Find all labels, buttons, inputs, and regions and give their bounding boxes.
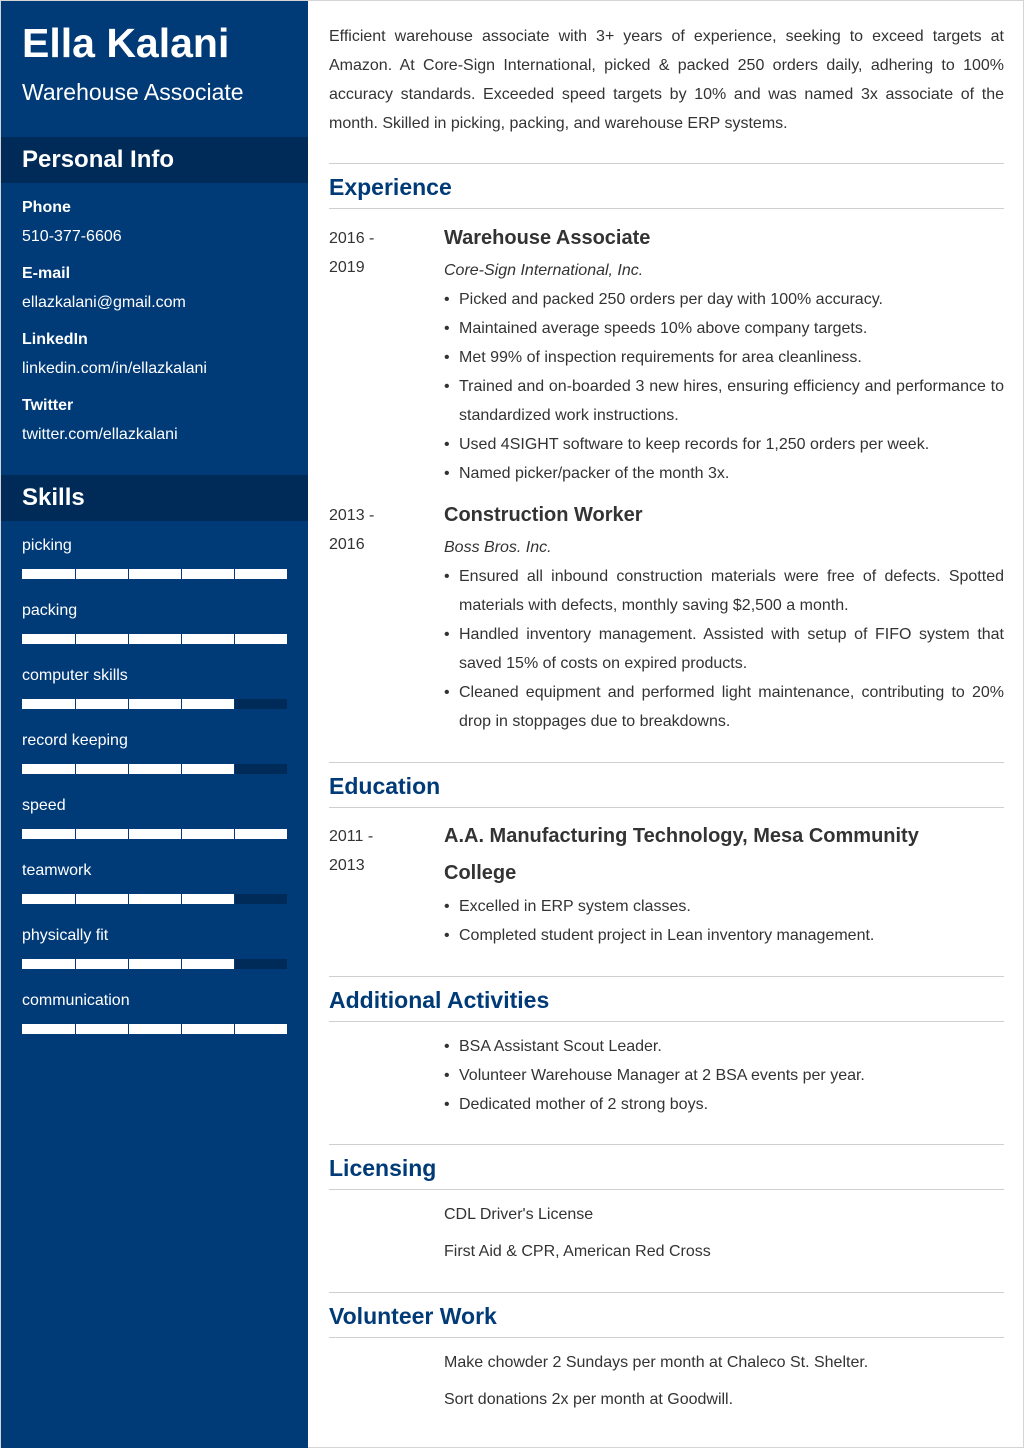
- personal-info-heading: [1, 137, 308, 183]
- skill-level-separator: [234, 894, 235, 904]
- list-item: • Excelled in ERP system classes.: [444, 892, 1004, 921]
- skill-level-separator: [128, 699, 129, 709]
- job-date-end: 2016: [329, 536, 365, 553]
- skill-level-bar: [22, 634, 287, 644]
- divider: [329, 1292, 1004, 1293]
- list-item: • Used 4SIGHT software to keep records for 1,250 orders per week.: [444, 430, 1004, 459]
- list-item: • BSA Assistant Scout Leader.: [444, 1032, 1004, 1061]
- skill-level-separator: [181, 894, 182, 904]
- licensing-heading: Licensing: [329, 1155, 437, 1181]
- list-item: • Cleaned equipment and performed light maintenance, contributing to 20% drop in stoppages due to breakdowns.: [444, 678, 1004, 736]
- list-item: • Picked and packed 250 orders per day with 100% accuracy.: [444, 285, 1004, 314]
- skill-level-separator: [75, 699, 76, 709]
- skill-name: computer skills: [22, 667, 128, 684]
- skill-level-separator: [128, 764, 129, 774]
- twitter-value[interactable]: twitter.com/ellazkalani: [22, 426, 178, 443]
- skill-level-separator: [128, 894, 129, 904]
- skill-level-separator: [128, 634, 129, 644]
- job-bullets: [444, 285, 1004, 488]
- skill-name: speed: [22, 797, 66, 814]
- education-date-start: 2011 -: [329, 828, 374, 845]
- skill-level-bar: [22, 569, 287, 579]
- list-item: • Maintained average speeds 10% above company targets.: [444, 314, 1004, 343]
- list-item: • Ensured all inbound construction materials were free of defects. Spotted materials with defects, monthly saving $2,500 a month.: [444, 562, 1004, 620]
- skill-level-bar: [22, 894, 287, 904]
- education-date-end: 2013: [329, 857, 365, 874]
- skill-level-separator: [128, 1024, 129, 1034]
- summary-text: Efficient warehouse associate with 3+ years of experience, seeking to exceed targets at Amazon. At Core-Sign International, picked & packed 250 orders daily, adhering to 100% accuracy standards. Exceeded speed targets by 10% and was named 3x associate of the month. Skilled in picking, packing, and warehouse ERP systems.: [329, 28, 1004, 132]
- divider: [329, 1144, 1004, 1145]
- volunteer-item: Sort donations 2x per month at Goodwill.: [444, 1391, 734, 1408]
- skill-level-separator: [181, 764, 182, 774]
- list-item: • Named picker/packer of the month 3x.: [444, 459, 1004, 488]
- divider: [329, 976, 1004, 977]
- skill-level-separator: [75, 959, 76, 969]
- skill-name: physically fit: [22, 927, 109, 944]
- phone-value: 510-377-6606: [22, 228, 122, 245]
- sidebar: [1, 1, 308, 1448]
- list-item: • Met 99% of inspection requirements for area cleanliness.: [444, 343, 1004, 372]
- phone-label: Phone: [22, 199, 71, 216]
- experience-heading: Experience: [329, 174, 452, 200]
- skill-level-separator: [234, 829, 235, 839]
- skill-level-separator: [181, 829, 182, 839]
- skill-name: record keeping: [22, 732, 128, 749]
- skill-level-bar: [22, 764, 287, 774]
- skill-level-separator: [181, 569, 182, 579]
- skill-level-separator: [75, 829, 76, 839]
- skill-level-fill: [22, 829, 287, 839]
- divider: [329, 807, 1004, 808]
- skill-name: packing: [22, 602, 78, 619]
- skill-level-fill: [22, 569, 287, 579]
- skill-level-separator: [181, 634, 182, 644]
- list-item: • Volunteer Warehouse Manager at 2 BSA events per year.: [444, 1061, 1004, 1090]
- skill-level-separator: [181, 959, 182, 969]
- list-item: • Completed student project in Lean inventory management.: [444, 921, 1004, 950]
- linkedin-value[interactable]: linkedin.com/in/ellazkalani: [22, 360, 207, 377]
- skill-level-bar: [22, 829, 287, 839]
- list-item: • Dedicated mother of 2 strong boys.: [444, 1090, 1004, 1119]
- skill-level-separator: [234, 699, 235, 709]
- skills-heading-label: Skills: [22, 484, 85, 511]
- skill-level-separator: [181, 1024, 182, 1034]
- email-value[interactable]: ellazkalani@gmail.com: [22, 294, 186, 311]
- job-date-end: 2019: [329, 259, 365, 276]
- skill-level-separator: [75, 894, 76, 904]
- activities-heading: Additional Activities: [329, 987, 550, 1013]
- job-date-start: 2013 -: [329, 507, 375, 524]
- candidate-role: Warehouse Associate: [22, 79, 244, 105]
- twitter-label: Twitter: [22, 397, 74, 414]
- education-title: A.A. Manufacturing Technology, Mesa Community College: [444, 825, 919, 884]
- divider: [329, 163, 1004, 164]
- divider: [329, 208, 1004, 209]
- skill-level-bar: [22, 699, 287, 709]
- skill-level-fill: [22, 1024, 287, 1034]
- job-company: Core-Sign International, Inc.: [444, 262, 644, 279]
- linkedin-label: LinkedIn: [22, 331, 88, 348]
- skills-heading: [1, 475, 308, 521]
- skill-level-separator: [128, 829, 129, 839]
- candidate-name: Ella Kalani: [22, 20, 230, 66]
- skill-level-bar: [22, 959, 287, 969]
- skill-level-separator: [128, 569, 129, 579]
- education-bullets: [444, 892, 1004, 950]
- skill-level-separator: [75, 634, 76, 644]
- skill-level-separator: [128, 959, 129, 969]
- divider: [329, 1337, 1004, 1338]
- skill-level-separator: [234, 959, 235, 969]
- skill-level-separator: [234, 1024, 235, 1034]
- skill-level-separator: [181, 699, 182, 709]
- job-title: Warehouse Associate: [444, 227, 651, 249]
- list-item: • Trained and on-boarded 3 new hires, ensuring efficiency and performance to standardized work instructions.: [444, 372, 1004, 430]
- skill-level-fill: [22, 634, 287, 644]
- job-date-start: 2016 -: [329, 230, 375, 247]
- job-bullets: [444, 562, 1004, 736]
- job-title: Construction Worker: [444, 504, 643, 526]
- education-heading: Education: [329, 773, 441, 799]
- skill-name: picking: [22, 537, 72, 554]
- divider: [329, 1021, 1004, 1022]
- list-item: • Handled inventory management. Assisted with setup of FIFO system that saved 15% of costs on expired products.: [444, 620, 1004, 678]
- licensing-item: First Aid & CPR, American Red Cross: [444, 1243, 711, 1260]
- divider: [329, 1189, 1004, 1190]
- skill-level-separator: [75, 1024, 76, 1034]
- licensing-item: CDL Driver's License: [444, 1206, 594, 1223]
- skill-level-separator: [234, 569, 235, 579]
- divider: [329, 762, 1004, 763]
- volunteer-heading: Volunteer Work: [329, 1303, 497, 1329]
- skill-level-separator: [75, 764, 76, 774]
- skill-level-bar: [22, 1024, 287, 1034]
- volunteer-item: Make chowder 2 Sundays per month at Chaleco St. Shelter.: [444, 1354, 869, 1371]
- skill-level-separator: [75, 569, 76, 579]
- skill-level-separator: [234, 634, 235, 644]
- email-label: E-mail: [22, 265, 71, 282]
- skill-level-separator: [234, 764, 235, 774]
- activities-bullets: [444, 1032, 1004, 1119]
- skill-name: communication: [22, 992, 130, 1009]
- skill-name: teamwork: [22, 862, 92, 879]
- job-company: Boss Bros. Inc.: [444, 539, 552, 556]
- personal-info-heading-label: Personal Info: [22, 146, 175, 173]
